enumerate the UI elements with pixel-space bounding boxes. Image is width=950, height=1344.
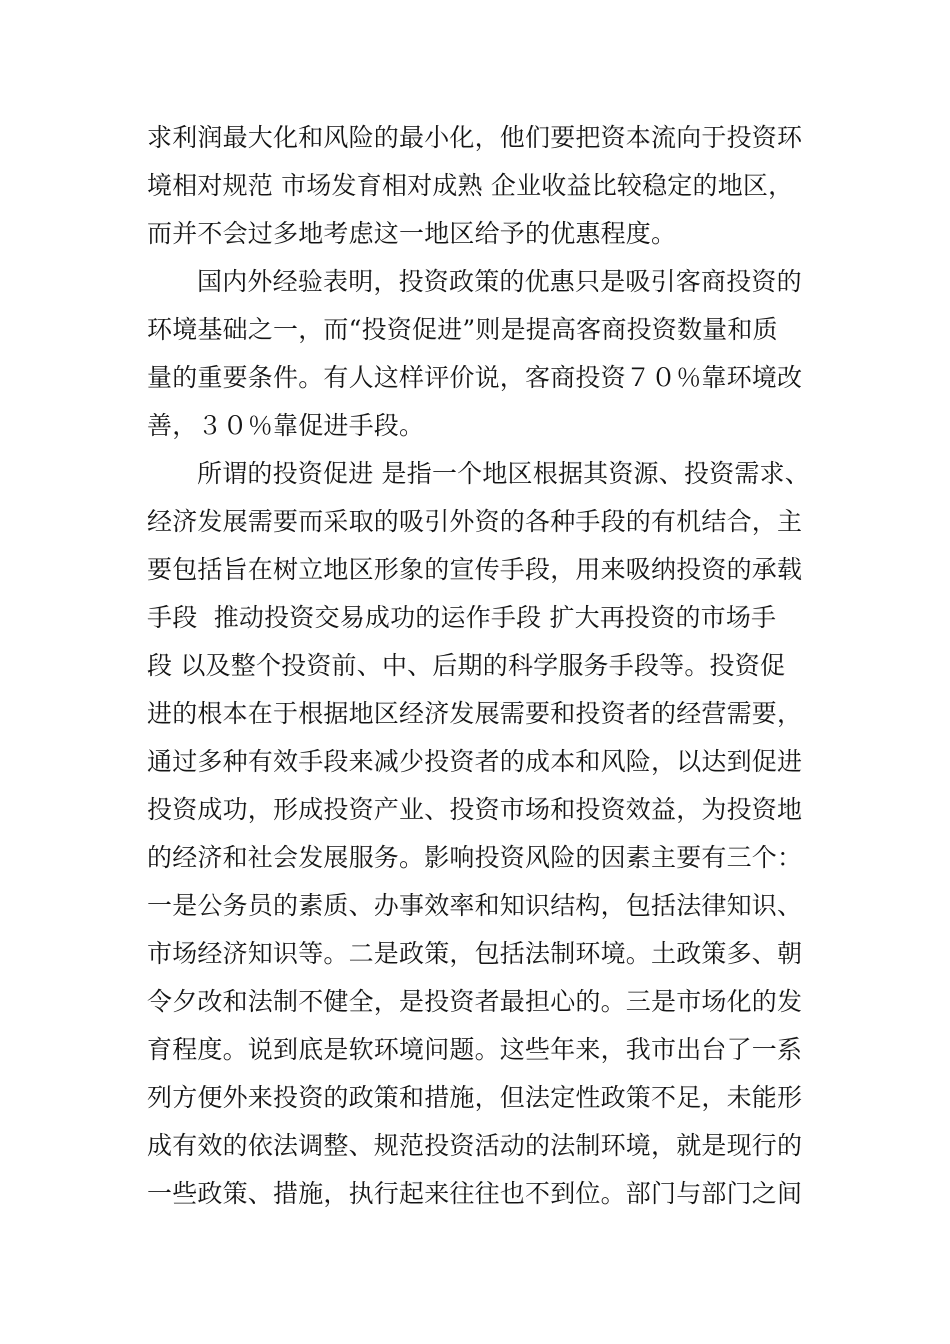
paragraph-3-line-9: 的经济和社会发展服务。影响投资风险的因素主要有三个： [147, 843, 803, 872]
paragraph-3-line-1: 所谓的投资促进 是指一个地区根据其资源、投资需求、 [197, 459, 810, 488]
paragraph-3-line-12: 令夕改和法制不健全，是投资者最担心的。三是市场化的发 [147, 987, 803, 1016]
paragraph-3-line-5: 段 以及整个投资前、中、后期的科学服务手段等。投资促 [147, 651, 786, 680]
paragraph-2-line-4: 善，３０％靠促进手段。 [147, 411, 425, 440]
paragraph-1-line-2: 境相对规范 市场发育相对成熟 企业收益比较稳定的地区， [147, 171, 794, 200]
paragraph-3-line-8: 投资成功，形成投资产业、投资市场和投资效益，为投资地 [147, 795, 803, 824]
paragraph-3-line-15: 成有效的依法调整、规范投资活动的法制环境，就是现行的 [147, 1131, 803, 1160]
paragraph-3-line-14: 列方便外来投资的政策和措施，但法定性政策不足，未能形 [147, 1083, 803, 1112]
paragraph-3-line-10: 一是公务员的素质、办事效率和知识结构，包括法律知识、 [147, 891, 803, 920]
paragraph-2-line-2: 环境基础之一，而“投资促进”则是提高客商投资数量和质 [147, 315, 778, 344]
paragraph-3-line-11: 市场经济知识等。二是政策，包括法制环境。土政策多、朝 [147, 939, 803, 968]
paragraph-3-line-16: 一些政策、措施，执行起来往往也不到位。部门与部门之间 [147, 1179, 803, 1208]
paragraph-2-line-3: 量的重要条件。有人这样评价说，客商投资７０％靠环境改 [147, 363, 803, 392]
paragraph-3-line-7: 通过多种有效手段来减少投资者的成本和风险，以达到促进 [147, 747, 803, 776]
paragraph-3-line-13: 育程度。说到底是软环境问题。这些年来，我市出台了一系 [147, 1035, 803, 1064]
paragraph-3-line-3: 要包括旨在树立地区形象的宣传手段，用来吸纳投资的承载 [147, 555, 803, 584]
paragraph-3-line-6: 进的根本在于根据地区经济发展需要和投资者的经营需要， [147, 699, 803, 728]
paragraph-3-line-2: 经济发展需要而采取的吸引外资的各种手段的有机结合，主 [147, 507, 803, 536]
paragraph-2-line-1: 国内外经验表明，投资政策的优惠只是吸引客商投资的 [197, 267, 802, 296]
paragraph-3-line-4: 手段 推动投资交易成功的运作手段 扩大再投资的市场手 [147, 603, 777, 632]
paragraph-1-line-3: 而并不会过多地考虑这一地区给予的优惠程度。 [147, 219, 677, 248]
paragraph-1-line-1: 求利润最大化和风险的最小化，他们要把资本流向于投资环 [147, 123, 803, 152]
